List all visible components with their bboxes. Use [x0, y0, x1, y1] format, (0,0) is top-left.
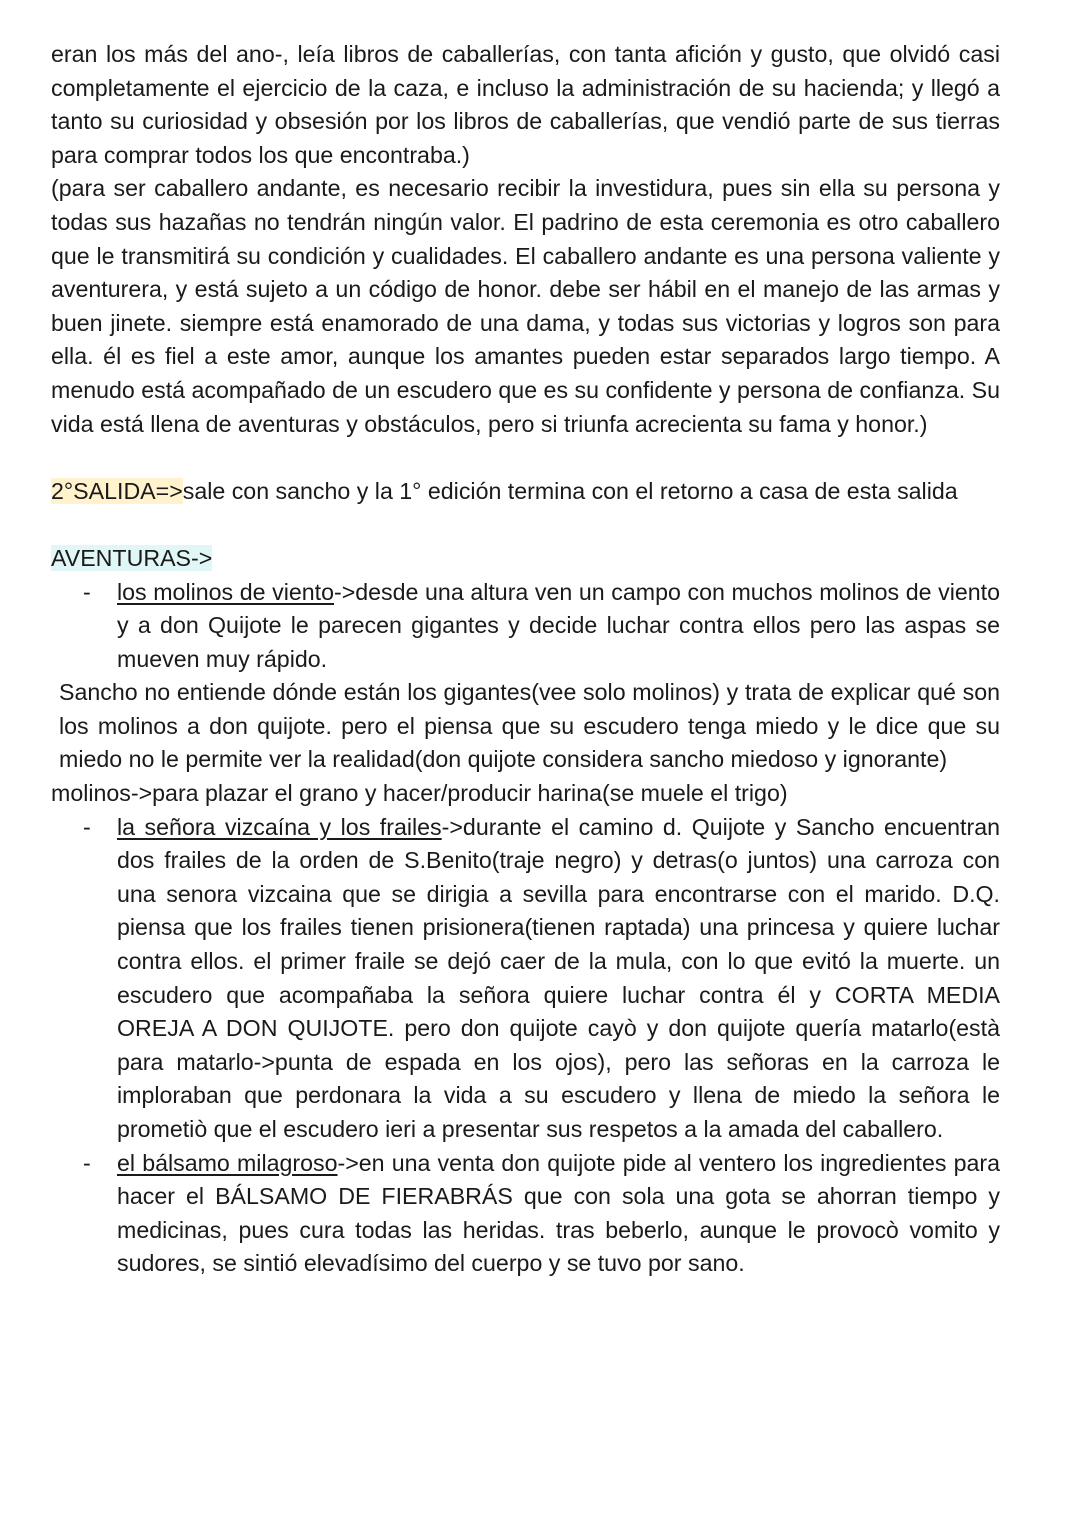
list-dash: -: [83, 1149, 91, 1176]
adventure-title: el bálsamo milagroso: [117, 1149, 338, 1176]
adventure-text: ->desde una altura ven un campo con muchos molinos de viento y a don Quijote le parecen gigantes y decide luchar contra ellos pero las aspas se mueven muy rápido.: [117, 578, 1000, 672]
spacer: [51, 508, 1000, 542]
salida-label: 2°SALIDA=>: [51, 477, 183, 504]
adventure-text: ->durante el camino d. Quijote y Sancho encuentran dos frailes de la orden de S.Benito(traje negro) y detras(o juntos) una carroza con una senora vizcaina que se dirigia a sevilla para encontrarse con el marido. D.Q. piensa que los frailes tienen prisionera(tienen raptada) una princesa y quiere luchar contra ellos. el primer fraile se dejó caer de la mula, con lo que evitó la muerte. un escudero que acompañaba la señora quiere luchar contra él y CORTA MEDIA OREJA A DON QUIJOTE. pero don quijote cayò y don quijote quería matarlo(està para matarlo->punta de espada en los ojos), pero las señoras en la carroza le imploraban que perdonara la vida a su escudero y llena de miedo la señora le prometiò que el escudero ieri a presentar sus respetos a la amada del caballero.: [117, 813, 1000, 1142]
sancho-note: Sancho no entiende dónde están los gigantes(vee solo molinos) y trata de explicar qué son los molinos a don quijote. pero el piensa que su escudero tenga miedo y le dice que su miedo no le permite ver la realidad(don quijote considera sancho miedoso y ignorante): [59, 679, 1000, 773]
salida-text: sale con sancho y la 1° edición termina con el retorno a casa de esta salida: [182, 477, 958, 504]
adventure-item-vizcaina: [51, 811, 1000, 1147]
adventure-item-molinos: [51, 576, 1000, 677]
adventure-text: ->en una venta don quijote pide al ventero los ingredientes para hacer el BÁLSAMO DE FIERABRÁS que con sola una gota se ahorran tiempo y medicinas, pues cura todas las heridas. tras beberlo, aunque le provocò vomito y sudores, se sintió elevadísimo del cuerpo y se tuvo por sano.: [117, 1149, 1001, 1277]
salida-paragraph: [51, 475, 1000, 509]
adventure-title: la señora vizcaína y los frailes: [117, 813, 442, 840]
aventuras-heading-line: [51, 542, 1000, 576]
adventure-list: [51, 576, 1000, 677]
spacer: [51, 441, 1000, 475]
paragraph-caballero-andante: (para ser caballero andante, es necesario recibir la investidura, pues sin ella su persona y todas sus hazañas no tendrán ningún valor. El padrino de esta ceremonia es otro caballero que le transmitirá su condición y cualidades. El caballero andante es una persona valiente y aventurera, y está sujeto a un código de honor. debe ser hábil en el manejo de las armas y buen jinete. siempre está enamorado de una dama, y todas sus victorias y logros son para ella. él es fiel a este amor, aunque los amantes pueden estar separados largo tiempo. A menudo está acompañado de un escudero que es su confidente y persona de confianza. Su vida está llena de aventuras y obstáculos, pero si triunfa acrecienta su fama y honor.): [51, 175, 1000, 437]
list-dash: -: [83, 813, 91, 840]
paragraph-hobby: eran los más del ano-, leía libros de caballerías, con tanta afición y gusto, que olvidó casi completamente el ejercicio de la caza, e incluso la administración de su hacienda; y llegó a tanto su curiosidad y obsesión por los libros de caballerías, que vendió parte de sus tierras para comprar todos los que encontraba.): [51, 41, 1000, 168]
adventure-item-balsamo: [51, 1147, 1000, 1281]
adventure-title: los molinos de viento: [117, 578, 334, 605]
list-dash: -: [83, 578, 91, 605]
aventuras-heading: AVENTURAS->: [51, 544, 213, 571]
molinos-note: molinos->para plazar el grano y hacer/producir harina(se muele el trigo): [51, 780, 788, 807]
adventure-list-continued: [51, 811, 1000, 1281]
